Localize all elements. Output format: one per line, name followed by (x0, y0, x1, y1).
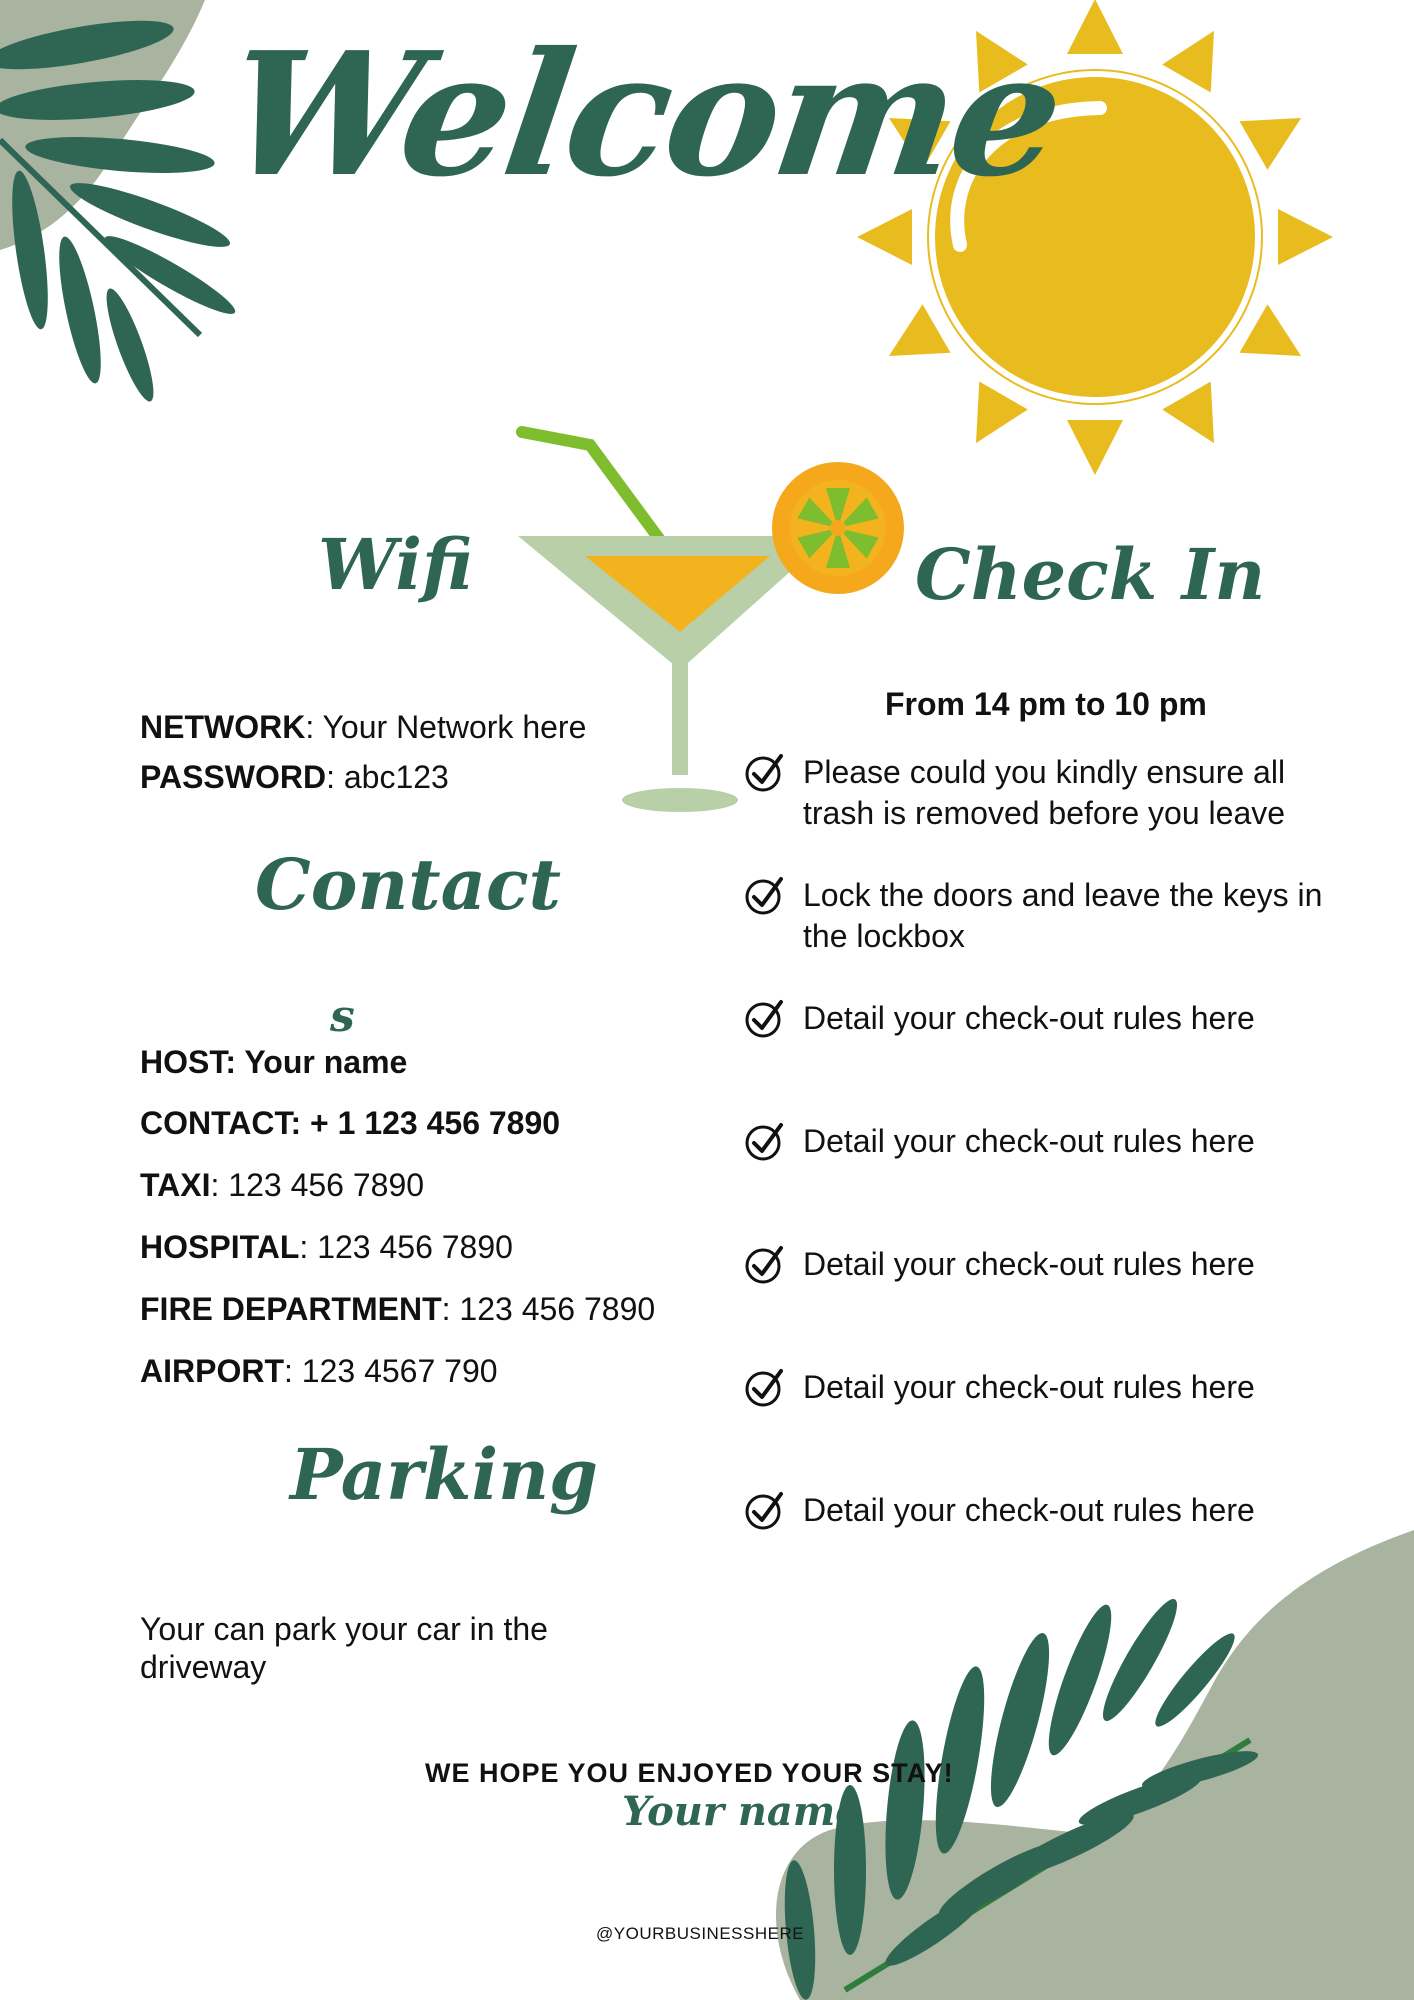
page-title: Welcome (215, 15, 1071, 215)
business-handle: @YOURBUSINESSHERE (596, 1924, 805, 1943)
wifi-password-row (140, 757, 449, 797)
contact-row-taxi (140, 1165, 424, 1205)
checkout-rule (745, 998, 1365, 1039)
checkout-rule-text: Detail your check-out rules here (803, 1123, 1255, 1159)
contact-host-label: HOST: Your name (140, 1044, 408, 1080)
wifi-network-label: NETWORK (140, 709, 306, 745)
checkmark-circle-icon (745, 1490, 785, 1530)
checkmark-circle-icon (745, 752, 785, 792)
checkmark-circle-icon (745, 1244, 785, 1284)
signature: Your name (622, 1788, 861, 1835)
wifi-password-value: : abc123 (326, 759, 449, 795)
contact-taxi-label: TAXI (140, 1167, 211, 1203)
contact-row-fire-department (140, 1289, 655, 1329)
wifi-network-row (140, 707, 586, 747)
wifi-password-label: PASSWORD (140, 759, 327, 795)
contact-hospital-value: : 123 456 7890 (299, 1229, 513, 1265)
contact-airport-label: AIRPORT (140, 1353, 284, 1389)
checkout-rule (745, 1121, 1365, 1162)
contact-row-airport (140, 1351, 498, 1391)
contact-fire-label: FIRE DEPARTMENT (140, 1291, 442, 1327)
parking-text: Your can park your car in the driveway (140, 1611, 548, 1685)
checkin-time: From 14 pm to 10 pm (885, 686, 1207, 722)
wifi-network-value: : Your Network here (305, 709, 587, 745)
checkout-rule-text: Detail your check-out rules here (803, 1369, 1255, 1405)
checkout-rule (745, 1244, 1365, 1285)
contact-fire-value: : 123 456 7890 (441, 1291, 656, 1327)
checkout-rule-text: Detail your check-out rules here (803, 1492, 1255, 1528)
contact-taxi-value: : 123 456 7890 (210, 1167, 425, 1203)
checkmark-circle-icon (745, 1121, 785, 1161)
checkout-rule (745, 875, 1365, 957)
contact-heading: Contact (255, 843, 561, 926)
checkout-rule (745, 1490, 1365, 1531)
contact-phone-label: CONTACT: + 1 123 456 7890 (140, 1105, 561, 1141)
parking-heading: Parking (290, 1433, 598, 1516)
checkout-rule-text: Lock the doors and leave the keys in the lockbox (803, 877, 1323, 954)
checkin-heading: Check In (915, 533, 1266, 616)
contact-airport-value: : 123 4567 790 (284, 1353, 498, 1389)
checkout-rule (745, 1367, 1365, 1408)
thank-you-message: WE HOPE YOU ENJOYED YOUR STAY! (425, 1758, 954, 1788)
checkout-rule (745, 752, 1365, 834)
contact-heading-suffix: s (330, 991, 355, 1042)
contact-row-phone (140, 1103, 560, 1143)
contact-row-hospital (140, 1227, 513, 1267)
checkmark-circle-icon (745, 1367, 785, 1407)
checkout-rule-text: Please could you kindly ensure all trash is removed before you leave (803, 754, 1286, 831)
contact-hospital-label: HOSPITAL (140, 1229, 300, 1265)
checkmark-circle-icon (745, 875, 785, 915)
wifi-heading: Wifi (318, 523, 473, 606)
checkout-rule-text: Detail your check-out rules here (803, 1246, 1255, 1282)
checkout-rule-text: Detail your check-out rules here (803, 1000, 1255, 1036)
checkmark-circle-icon (745, 998, 785, 1038)
contact-row-host (140, 1042, 407, 1082)
